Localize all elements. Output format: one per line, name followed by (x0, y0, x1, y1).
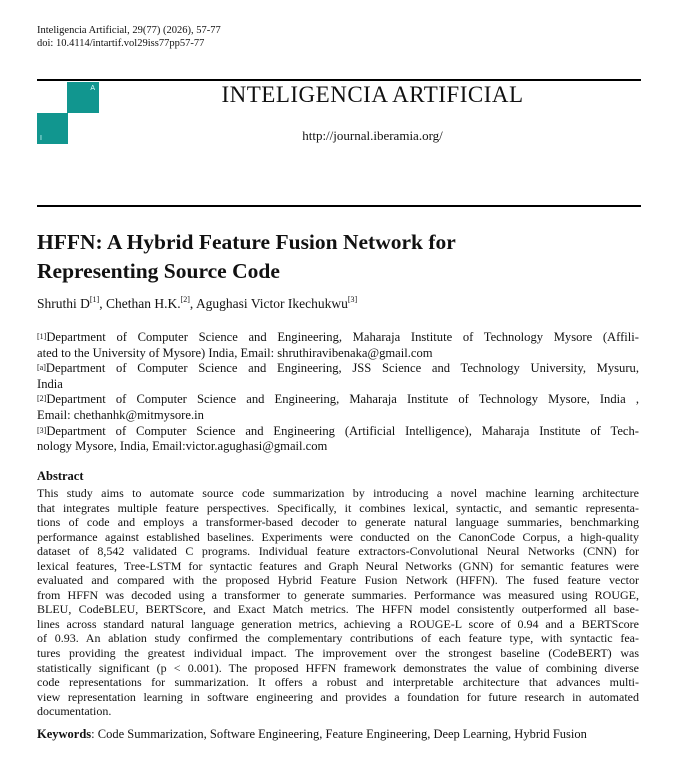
affiliation-line (37, 361, 639, 377)
affiliation-line (37, 424, 639, 440)
affiliation-line (37, 330, 639, 346)
affiliation-line: Email: chethanhk@mitmysore.in (37, 407, 204, 422)
abstract-line: lexical features, Tree-LSTM for syntactic features and Graph Neural Networks (GNN) for semantic features were (37, 558, 639, 573)
affiliation-line: nology Mysore, India, Email:victor.agughasi@gmail.com (37, 439, 328, 454)
doi: doi: 10.4114/intartif.vol29iss77pp57-77 (37, 38, 205, 49)
logo-letter-a: A (90, 85, 95, 92)
affiliation-mark: [2] (37, 394, 47, 404)
affiliation-text: Department of Computer Science and Engineering (Artificial Intelligence), Maharaja Institute of Tech- (46, 423, 639, 438)
journal-logo (37, 85, 99, 144)
author-name: Agughasi Victor Ikechukwu (195, 296, 348, 311)
author-sep: , (189, 296, 196, 311)
abstract-line: tures providing the greatest individual impact. The improvement over the strongest baseline (CodeBERT) was (37, 646, 639, 661)
author-sep: , (99, 296, 106, 311)
title-line: Representing Source Code (37, 259, 280, 283)
author-mark: [3] (347, 295, 358, 304)
author-name: Shruthi D (37, 296, 90, 311)
author-mark: [2] (180, 295, 190, 304)
abstract-body (37, 486, 639, 719)
affiliations (37, 330, 639, 455)
top-rule (37, 79, 641, 81)
paper-title (37, 228, 637, 286)
abstract-line: lines across standard natural language generation metrics, achieving a ROUGE-L score of 0.94 and a BERTScore (37, 616, 639, 631)
author-name: Chethan H.K. (105, 296, 181, 311)
affiliation-mark: [3] (37, 425, 47, 435)
abstract-line: documentation. (37, 704, 112, 719)
affiliation-line (37, 392, 639, 408)
abstract-line: This study aims to automate source code summarization by introducing a novel machine learning architecture (37, 486, 639, 500)
abstract-line: of 0.93. An ablation study confirmed the complementary contributions of each feature type, with syntactic fea- (37, 631, 639, 646)
affiliation-mark: [a] (37, 363, 46, 373)
author-list (37, 296, 357, 312)
abstract-line: statistically significant (p < 0.001). The proposed HFFN framework demonstrates the value of combining diverse (37, 660, 639, 675)
affiliation-line: ated to the University of Mysore) India, Email: shruthiravibenaka@gmail.com (37, 345, 433, 360)
abstract-line: view representation learning in software engineering and provides a foundation for future research in automated (37, 689, 639, 704)
journal-meta (37, 24, 221, 50)
abstract-line: BLEU, CodeBLEU, BERTScore, and Exact Match metrics. The HFFN model consistently outperformed all base- (37, 602, 639, 617)
abstract-heading: Abstract (37, 469, 84, 483)
abstract-line: evaluated and compared with the proposed Hybrid Feature Fusion Network (HFFN). The fused feature vector (37, 573, 639, 588)
abstract-line: tions of code and employs a transformer-based decoder to generate natural language summaries, benchmarking (37, 515, 639, 530)
affiliation-line: India (37, 376, 63, 391)
abstract-line: performance against established baselines. Experiments were conducted on the CanonCode Corpus, a high-quality (37, 529, 639, 544)
logo-letter-i: I (40, 135, 42, 142)
citation: Inteligencia Artificial, 29(77) (2026), 57-77 (37, 25, 221, 36)
keywords (37, 727, 587, 742)
bottom-rule (37, 205, 641, 207)
abstract-line: that integrates multiple feature perspectives. Specifically, it combines lexical, syntactic, and semantic representa- (37, 500, 639, 515)
affiliation-text: Department of Computer Science and Engineering, Maharaja Institute of Technology Mysore (Affili- (46, 330, 639, 344)
author-mark: [1] (89, 295, 100, 304)
affiliation-text: Department of Computer Science and Engineering, JSS Science and Technology University, Mysuru, (45, 361, 639, 376)
keywords-label: Keywords (37, 727, 92, 741)
journal-title: INTELIGENCIA ARTIFICIAL (221, 82, 524, 107)
title-line: HFFN: A Hybrid Feature Fusion Network for (37, 230, 456, 254)
abstract-line: from HFFN was decoded using a transformer to generate summaries. Performance was measured using ROUGE, (37, 587, 639, 602)
journal-url[interactable]: http://journal.iberamia.org/ (302, 128, 443, 143)
abstract-line: code representations for summarization. It offers a robust and interpretable architecture that advances multi- (37, 675, 639, 690)
abstract-line: dataset of 8,542 validated C programs. Individual feature extractors-Convolutional Neural Networks (CNN) for (37, 544, 639, 559)
affiliation-mark: [1] (37, 332, 47, 341)
keywords-list: : Code Summarization, Software Engineering, Feature Engineering, Deep Learning, Hybrid Fusion (91, 727, 587, 741)
affiliation-text: Department of Computer Science and Engineering, Maharaja Institute of Technology Mysore, India , (46, 392, 639, 407)
